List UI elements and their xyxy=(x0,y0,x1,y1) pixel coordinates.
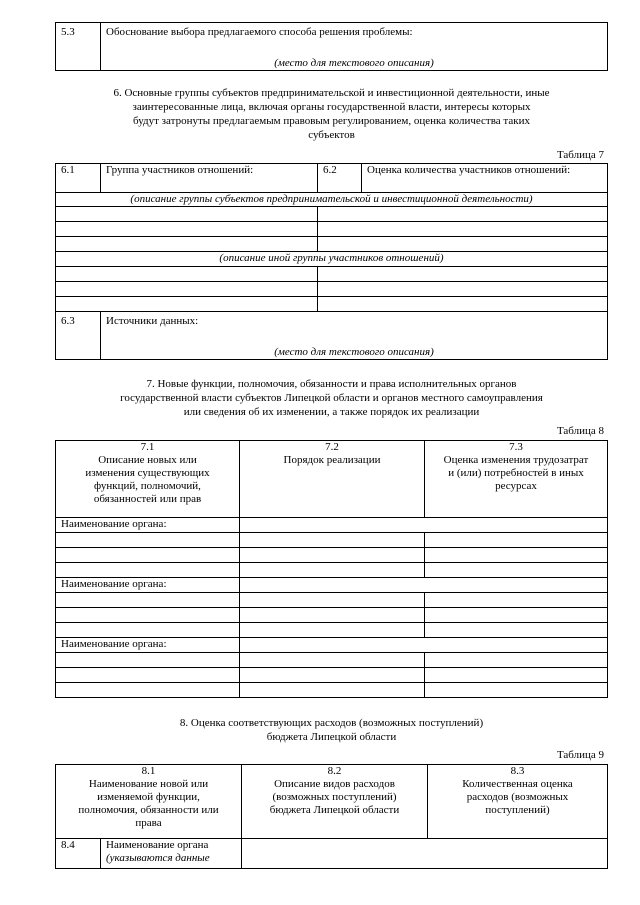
t7-num-6-3-text: 6.3 xyxy=(61,315,75,327)
t9-header-8-2-line: (возможных поступлений) xyxy=(272,791,397,803)
t8-header-7-2 xyxy=(240,441,425,518)
t7-num-6-2 xyxy=(318,164,362,193)
section-7-heading-line: 7. Новые функции, полномочия, обязанности и права исполнительных органов xyxy=(146,378,517,390)
t8-cell[interactable] xyxy=(425,533,608,548)
table-9-caption: Таблица 9 xyxy=(556,749,604,761)
t7-sources-cell[interactable] xyxy=(101,312,608,360)
t8-cell[interactable] xyxy=(56,683,240,698)
t8-cell[interactable] xyxy=(240,548,425,563)
section-7-heading-line: или сведения об их изменении, а также порядок их реализации xyxy=(183,406,480,418)
t7-group-1-desc: (описание группы субъектов предпринимательской и инвестиционной деятельности) xyxy=(56,193,608,207)
t8-cell[interactable] xyxy=(240,563,425,578)
t8-cell[interactable] xyxy=(240,623,425,638)
t8-cell[interactable] xyxy=(425,563,608,578)
t8-header-7-3-num: 7.3 xyxy=(509,441,523,453)
t8-cell[interactable] xyxy=(56,668,240,683)
section-8-heading xyxy=(55,716,608,744)
t8-header-7-1-line: Описание новых или xyxy=(98,454,197,466)
t9-header-8-1-line: полномочия, обязанности или xyxy=(78,804,219,816)
section-6-heading-line: будут затронуты предлагаемым правовым регулированием, оценка количества таких xyxy=(133,115,530,127)
t7-label-6-1 xyxy=(101,164,318,193)
t9-organ-value[interactable] xyxy=(242,839,608,869)
table-9 xyxy=(55,764,608,869)
section-8-heading-line: 8. Оценка соответствующих расходов (возможных поступлений) xyxy=(179,717,484,729)
t7-num-6-1-text: 6.1 xyxy=(61,164,75,176)
t8-header-7-1-line: функций, полномочий, xyxy=(94,480,201,492)
t9-header-8-1-line: права xyxy=(135,817,162,829)
t8-header-7-3-line: Оценка изменения трудозатрат xyxy=(443,454,589,466)
section-5-3-label: Обоснование выбора предлагаемого способа решения проблемы: xyxy=(106,26,413,38)
t7-num-6-3 xyxy=(56,312,101,360)
t8-cell[interactable] xyxy=(425,653,608,668)
t9-header-8-2 xyxy=(242,765,428,839)
t9-num-8-4-text: 8.4 xyxy=(61,839,75,851)
t7-group-2-count-cell[interactable] xyxy=(318,267,608,282)
t7-label-6-2 xyxy=(362,164,608,193)
t7-label-6-2-text: Оценка количества участников отношений: xyxy=(367,164,571,176)
section-5-3-num: 5.3 xyxy=(61,26,75,38)
t9-header-8-3-line: поступлений) xyxy=(485,804,550,816)
section-5-3-placeholder: (место для текстового описания) xyxy=(274,57,434,69)
t8-cell[interactable] xyxy=(240,533,425,548)
t8-cell[interactable] xyxy=(56,548,240,563)
t9-header-8-1 xyxy=(56,765,242,839)
t7-group-1-count-cell[interactable] xyxy=(318,207,608,222)
t7-group-2-desc: (описание иной группы участников отношений) xyxy=(56,252,608,267)
t8-organ-value[interactable] xyxy=(240,578,608,593)
t7-sources-placeholder: (место для текстового описания) xyxy=(274,346,434,358)
t9-header-8-1-num: 8.1 xyxy=(141,765,156,777)
t7-label-6-1-text: Группа участников отношений: xyxy=(106,164,254,176)
t8-header-7-1 xyxy=(56,441,240,518)
section-5-3-table xyxy=(55,22,608,71)
t7-group-2-cell[interactable] xyxy=(56,282,318,297)
section-6-heading-line: заинтересованные лица, включая органы государственной власти, интересы которых xyxy=(132,101,531,113)
t8-cell[interactable] xyxy=(425,668,608,683)
t7-sources-label: Источники данных: xyxy=(106,315,199,327)
t7-group-2-cell[interactable] xyxy=(56,267,318,282)
section-7-heading xyxy=(55,377,608,419)
t8-cell[interactable] xyxy=(56,533,240,548)
t8-cell[interactable] xyxy=(56,563,240,578)
t9-organ-cell xyxy=(101,839,242,869)
t7-group-1-cell[interactable] xyxy=(56,237,318,252)
t9-header-8-3 xyxy=(428,765,608,839)
t8-header-7-3 xyxy=(425,441,608,518)
t7-group-1-cell[interactable] xyxy=(56,222,318,237)
table-7-caption: Таблица 7 xyxy=(556,149,604,161)
t8-organ-value[interactable] xyxy=(240,638,608,653)
t8-cell[interactable] xyxy=(240,593,425,608)
section-6-heading xyxy=(55,86,608,142)
t8-cell[interactable] xyxy=(56,608,240,623)
t8-cell[interactable] xyxy=(240,668,425,683)
t9-header-8-1-line: изменяемой функции, xyxy=(97,791,200,803)
t7-group-1-cell[interactable] xyxy=(56,207,318,222)
t8-cell[interactable] xyxy=(240,683,425,698)
t8-organ-label: Наименование органа: xyxy=(56,638,240,653)
t9-organ-note: (указываются данные xyxy=(106,852,210,864)
section-5-3-text-cell[interactable] xyxy=(101,23,608,71)
t8-cell[interactable] xyxy=(425,608,608,623)
t8-header-7-3-line: ресурсах xyxy=(495,480,537,492)
section-5-3-num-cell xyxy=(56,23,101,71)
t9-organ-label: Наименование органа xyxy=(106,839,209,851)
t9-num-8-4 xyxy=(56,839,101,869)
t8-organ-label: Наименование органа: xyxy=(56,578,240,593)
section-6-heading-line: 6. Основные группы субъектов предпринимательской и инвестиционной деятельности, иные xyxy=(113,87,550,99)
t8-header-7-1-num: 7.1 xyxy=(140,441,155,453)
section-7-heading-line: государственной власти субъектов Липецкой области и органов местного самоуправления xyxy=(120,392,543,404)
t8-cell[interactable] xyxy=(425,593,608,608)
t9-header-8-3-line: расходов (возможных xyxy=(466,791,569,803)
section-8-heading-line: бюджета Липецкой области xyxy=(266,731,397,743)
t8-header-7-1-line: изменения существующих xyxy=(85,467,210,479)
t8-cell[interactable] xyxy=(240,653,425,668)
t9-header-8-3-num: 8.3 xyxy=(510,765,525,777)
t8-organ-label: Наименование органа: xyxy=(56,518,240,533)
table-7 xyxy=(55,163,608,360)
t7-num-6-1 xyxy=(56,164,101,193)
t9-header-8-2-num: 8.2 xyxy=(327,765,342,777)
t8-cell[interactable] xyxy=(425,623,608,638)
t9-header-8-1-line: Наименование новой или xyxy=(88,778,209,790)
t8-header-7-2-num: 7.2 xyxy=(325,441,339,453)
t8-cell[interactable] xyxy=(240,608,425,623)
t8-cell[interactable] xyxy=(56,593,240,608)
section-6-heading-line: субъектов xyxy=(308,129,355,141)
t9-header-8-3-line: Количественная оценка xyxy=(462,778,573,790)
t8-cell[interactable] xyxy=(56,653,240,668)
t7-group-1-count-cell[interactable] xyxy=(318,237,608,252)
t8-cell[interactable] xyxy=(425,683,608,698)
t7-group-2-cell[interactable] xyxy=(56,297,318,312)
t7-num-6-2-text: 6.2 xyxy=(323,164,337,176)
t8-cell[interactable] xyxy=(425,548,608,563)
t7-group-2-count-cell[interactable] xyxy=(318,297,608,312)
t7-group-1-count-cell[interactable] xyxy=(318,222,608,237)
t8-header-7-3-line: и (или) потребностей в иных xyxy=(448,467,584,479)
t8-header-7-2-line: Порядок реализации xyxy=(283,454,381,466)
t8-cell[interactable] xyxy=(56,623,240,638)
t9-header-8-2-line: бюджета Липецкой области xyxy=(269,804,400,816)
t8-header-7-1-line: обязанностей или прав xyxy=(93,493,202,505)
table-8 xyxy=(55,440,608,698)
t9-header-8-2-line: Описание видов расходов xyxy=(274,778,395,790)
t8-organ-value[interactable] xyxy=(240,518,608,533)
table-8-caption: Таблица 8 xyxy=(556,425,604,437)
t7-group-2-count-cell[interactable] xyxy=(318,282,608,297)
